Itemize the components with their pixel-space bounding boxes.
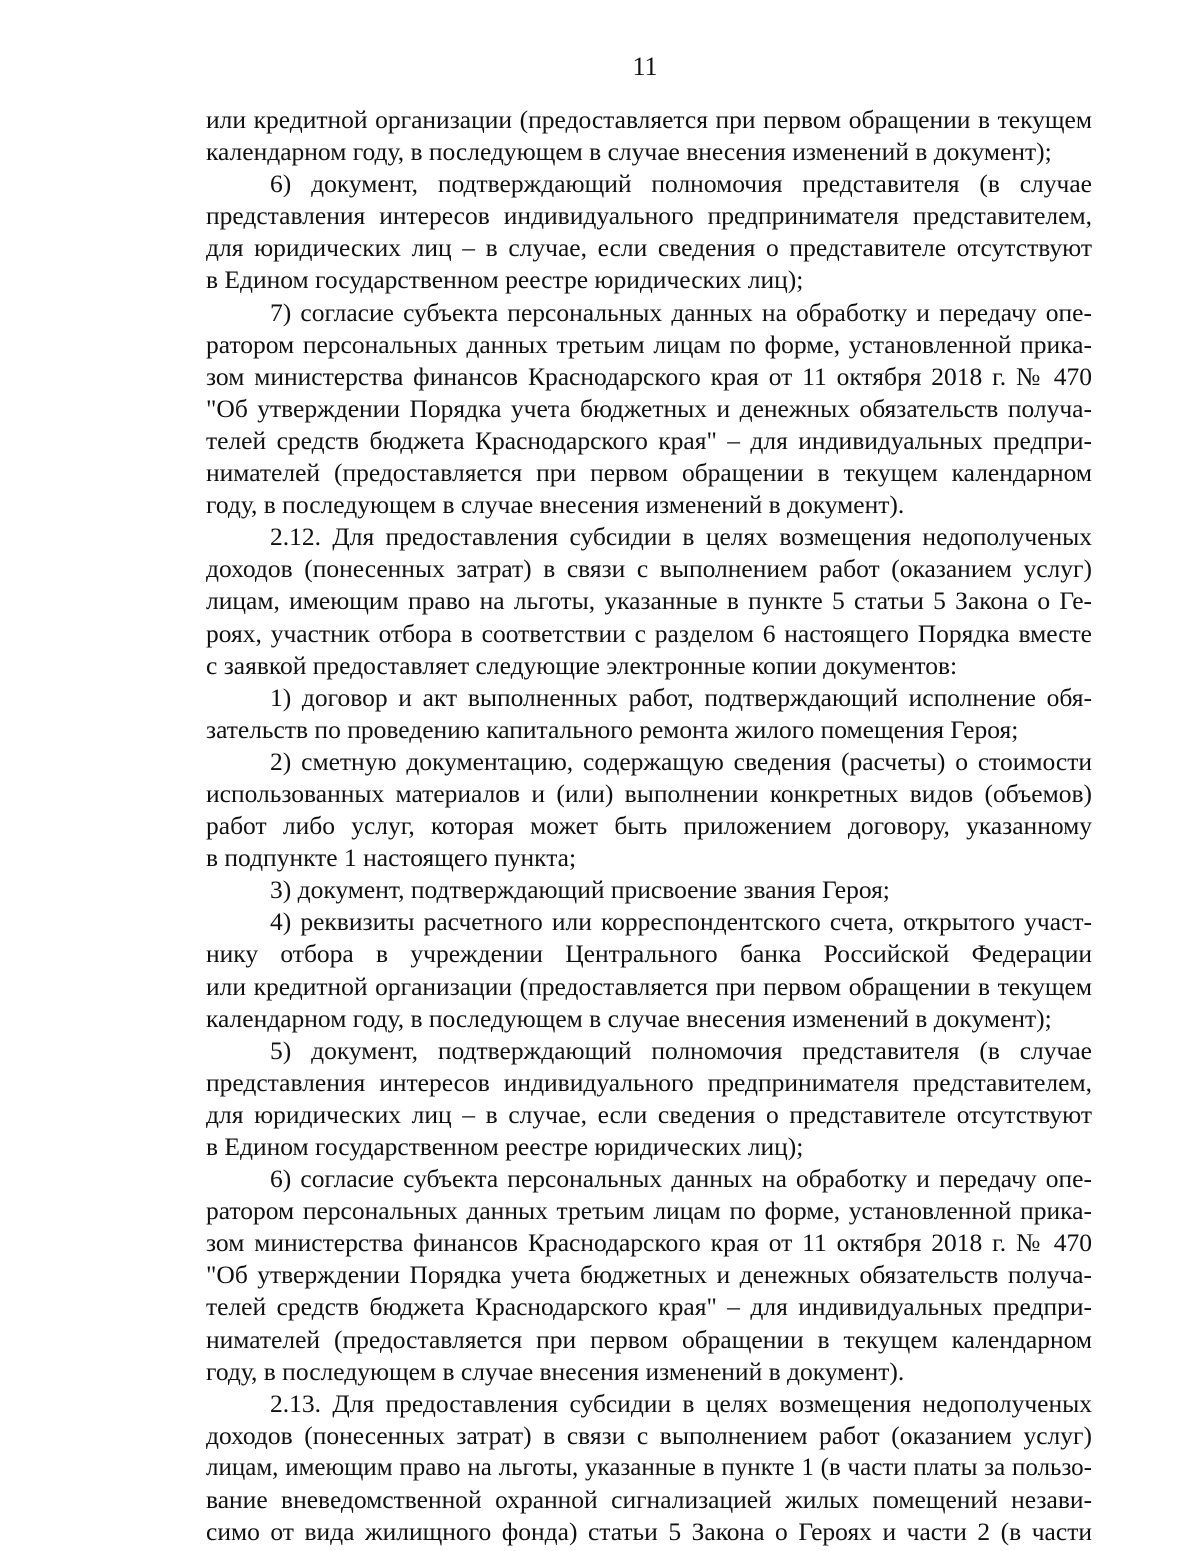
text-line: году, в последующем в случае внесения изменений в документ). [206,1356,905,1386]
page-number: 11 [632,52,658,81]
text-line: зом министерства финансов Краснодарского края от 11 октября 2018 г. № 470 [206,361,1092,391]
text-line: использованных материалов и (или) выполнении конкретных видов (объемов) [206,778,1092,808]
text-line: в Едином государственном реестре юридических лиц); [206,1132,804,1161]
text-line: представления интересов индивидуального предпринимателя представителем, [206,1067,1092,1097]
text-line: в Едином государственном реестре юридических лиц); [206,265,804,295]
document-body [206,104,1092,1548]
text-line: 4) реквизиты расчетного или корреспондентского счета, открытого участ- [270,907,1092,937]
text-line: 2.13. Для предоставления субсидии в целях возмещения недополученых [270,1388,1092,1418]
text-line: нимателей (предоставляется при первом обращении в текущем календарном [206,1324,1092,1354]
text-line: 2.12. Для предоставления субсидии в целях возмещения недополученых [270,522,1092,552]
text-line: в подпункте 1 настоящего пункта; [206,843,577,873]
text-line: симо от вида жилищного фонда) статьи 5 Закона о Героях и части 2 (в части [206,1517,1092,1547]
text-line: с заявкой предоставляет следующие электронные копии документов: [206,650,958,680]
text-line: или кредитной организации (предоставляется при первом обращении в текущем [206,971,1092,1001]
text-line: доходов (понесенных затрат) в связи с выполнением работ (оказанием услуг) [206,1420,1092,1450]
text-line: "Об утверждении Порядка учета бюджетных и денежных обязательств получа- [206,1260,1092,1290]
text-line: зательств по проведению капитального ремонта жилого помещения Героя; [206,714,1019,744]
text-line: 2) сметную документацию, содержащую сведения (расчеты) о стоимости [270,746,1092,776]
text-line: вание вневедомственной охранной сигнализацией жилых помещений незави- [206,1485,1092,1515]
text-line: нимателей (предоставляется при первом обращении в текущем календарном [206,458,1092,488]
text-line: "Об утверждении Порядка учета бюджетных и денежных обязательств получа- [206,393,1092,423]
text-line: для юридических лиц – в случае, если сведения о представителе отсутствуют [206,233,1092,263]
text-line: календарном году, в последующем в случае внесения изменений в документ); [206,137,1052,167]
text-line: 7) согласие субъекта персональных данных на обработку и передачу опе- [270,297,1092,327]
text-line: году, в последующем в случае внесения изменений в документ). [206,490,905,520]
text-line: ратором персональных данных третьим лицам по форме, установленной прика- [206,329,1092,359]
text-line: телей средств бюджета Краснодарского края" – для индивидуальных предпри- [206,1292,1092,1322]
text-line: зом министерства финансов Краснодарского края от 11 октября 2018 г. № 470 [206,1228,1092,1258]
text-line: лицам, имеющим право на льготы, указанные в пункте 5 статьи 5 Закона о Ге- [206,586,1092,616]
text-line: нику отбора в учреждении Центрального банка Российской Федерации [206,939,1092,969]
text-line: телей средств бюджета Краснодарского края" – для индивидуальных предпри- [206,425,1092,455]
text-line: календарном году, в последующем в случае внесения изменений в документ); [206,1003,1052,1033]
text-line: 5) документ, подтверждающий полномочия представителя (в случае [270,1035,1092,1065]
text-line: для юридических лиц – в случае, если сведения о представителе отсутствуют [206,1099,1092,1129]
text-line: представления интересов индивидуального предпринимателя представителем, [206,201,1092,231]
text-line: доходов (понесенных затрат) в связи с выполнением работ (оказанием услуг) [206,554,1092,584]
text-line: 6) согласие субъекта персональных данных на обработку и передачу опе- [270,1164,1092,1194]
text-line: или кредитной организации (предоставляется при первом обращении в текущем [206,105,1092,134]
text-line: 3) документ, подтверждающий присвоение звания Героя; [270,875,890,905]
text-line: ратором персональных данных третьим лицам по форме, установленной прика- [206,1196,1092,1226]
text-line: 1) договор и акт выполненных работ, подтверждающий исполнение обя- [270,682,1092,712]
text-line: лицам, имеющим право на льготы, указанные в пункте 1 (в части платы за пользо- [206,1453,1092,1481]
text-line: работ либо услуг, которая может быть приложением договору, указанному [206,811,1092,841]
text-line: роях, участник отбора в соответствии с разделом 6 настоящего Порядка вместе [206,618,1092,648]
text-line: 6) документ, подтверждающий полномочия представителя (в случае [270,169,1092,199]
